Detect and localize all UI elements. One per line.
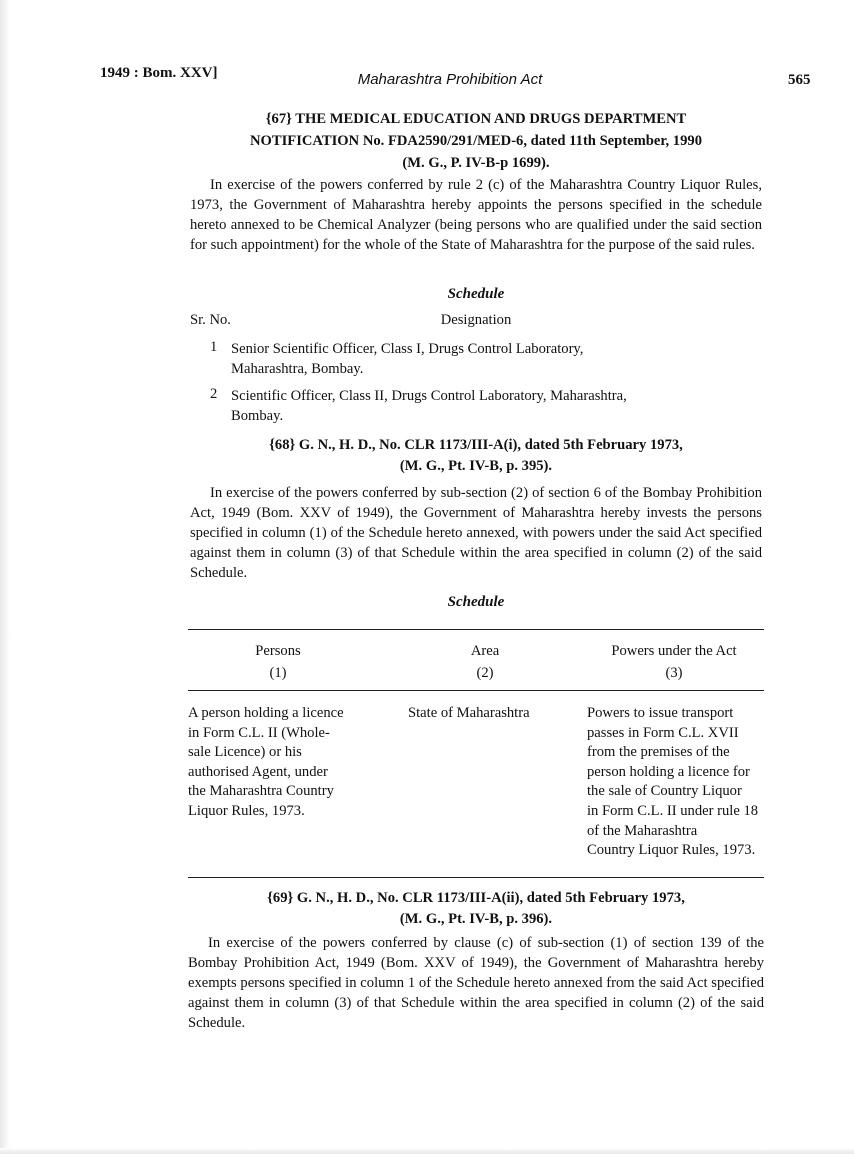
page-number: 565 <box>788 72 811 88</box>
cell-line: in Form C.L. II under rule 18 <box>587 802 759 819</box>
column-title: Persons <box>255 643 301 659</box>
cell-line: in Form C.L. II (Whole- <box>188 724 330 741</box>
column-header-area <box>400 642 570 683</box>
schedule-heading: Schedule <box>447 286 505 302</box>
cell-powers <box>587 704 765 861</box>
notification-68-body: In exercise of the powers conferred by sub-section (2) of section 6 of the Bombay Prohibition Act, 1949 (Bom. XXV of 1949), the Government of Maharashtra hereby invests the persons specified in column (1) of the Schedule hereto annexed, with powers under the said Act specified against them in column (3) of that Schedule within the area specified in column (2) of the said Schedule. <box>190 485 762 581</box>
cell-line: passes in Form C.L. XVII <box>587 724 739 741</box>
table-header-rule <box>188 690 764 691</box>
designation-line: Maharashtra, Bombay. <box>231 361 364 377</box>
schedule-item-number: 1 <box>210 339 218 355</box>
cell-line: from the premises of the <box>587 744 730 761</box>
table-bottom-rule <box>188 877 764 878</box>
notification-67-gazette-ref: (M. G., P. IV-B-p 1699). <box>402 155 550 171</box>
cell-line: authorised Agent, under <box>188 763 328 780</box>
notification-67-number: NOTIFICATION No. FDA2590/291/MED-6, dated 11th September, 1990 <box>249 133 702 149</box>
page-scan-edge <box>0 0 10 1154</box>
notification-68-gazette-ref: (M. G., Pt. IV-B, p. 395). <box>399 458 553 474</box>
column-sr-no: Sr. No. <box>190 312 231 328</box>
column-designation: Designation <box>440 312 512 328</box>
notification-69-body: In exercise of the powers conferred by clause (c) of sub-section (1) of section 139 of the Bombay Prohibition Act, 1949 (Bom. XXV of 1949), the Government of Maharashtra hereby exempts persons specified in column 1 of the Schedule hereto annexed from the said Act specified against them in column (3) of that Schedule within the area specified in column (2) of the said Schedule. <box>188 935 764 1031</box>
cell-line: Country Liquor Rules, 1973. <box>587 842 756 859</box>
notification-67-body: In exercise of the powers conferred by rule 2 (c) of the Maharashtra Country Liquor Rules, 1973, the Government of Maharashtra hereby appoints the persons specified in the schedule hereto annexed to be Chemical Analyzer (being persons who are qualified under the said section for such appointment) for the whole of the State of Maharashtra for the purpose of the said rules. <box>190 177 762 253</box>
column-title: Powers under the Act <box>611 643 737 659</box>
running-title: Maharashtra Prohibition Act <box>357 71 543 88</box>
column-number: (1) <box>269 664 287 681</box>
designation-line: Scientific Officer, Class II, Drugs Control Laboratory, Maharashtra, <box>231 388 627 404</box>
notification-68-title: {68} G. N., H. D., No. CLR 1173/III-A(i), dated 5th February 1973, <box>269 437 683 453</box>
schedule-heading: Schedule <box>447 594 505 610</box>
notification-69-title: {69} G. N., H. D., No. CLR 1173/III-A(ii), dated 5th February 1973, <box>267 890 685 906</box>
cell-line: the sale of Country Liquor <box>587 783 742 800</box>
cell-line: Liquor Rules, 1973. <box>188 802 305 819</box>
cell-line: Powers to issue transport <box>587 705 734 721</box>
notification-67-title: {67} THE MEDICAL EDUCATION AND DRUGS DEPARTMENT <box>265 111 687 127</box>
column-number: (3) <box>665 664 683 681</box>
cell-line: sale Licence) or his <box>188 744 302 761</box>
schedule-item-designation <box>231 339 583 379</box>
column-title: Area <box>470 643 500 659</box>
column-number: (2) <box>476 664 494 681</box>
cell-area: State of Maharashtra <box>408 705 530 721</box>
column-header-persons <box>188 642 368 683</box>
page-scan-bottom-edge <box>0 1148 854 1154</box>
designation-line: Bombay. <box>231 408 284 424</box>
header-act-reference: 1949 : Bom. XXV] <box>100 65 218 81</box>
cell-line: A person holding a licence <box>188 705 344 721</box>
cell-persons <box>188 704 388 822</box>
cell-line: of the Maharashtra <box>587 822 698 839</box>
schedule-item-number: 2 <box>210 386 218 402</box>
notification-69-gazette-ref: (M. G., Pt. IV-B, p. 396). <box>399 911 553 927</box>
designation-line: Senior Scientific Officer, Class I, Drugs Control Laboratory, <box>231 341 584 357</box>
column-header-powers <box>584 642 764 683</box>
cell-line: person holding a licence for <box>587 763 750 780</box>
cell-line: the Maharashtra Country <box>188 783 334 800</box>
schedule-item-designation <box>231 386 627 426</box>
table-top-rule <box>188 629 764 630</box>
